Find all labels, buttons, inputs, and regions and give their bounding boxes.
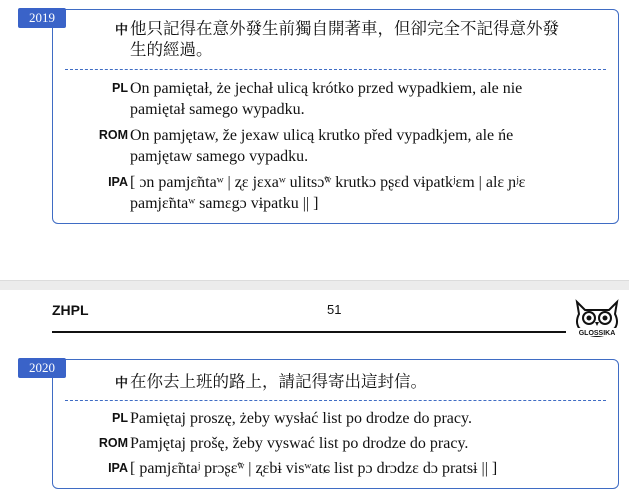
page-number: 51: [327, 302, 342, 317]
zh-label: 中: [114, 23, 128, 38]
zh-text: 在你去上班的路上，請記得寄出這封信。: [130, 372, 427, 391]
rom-label: ROM: [98, 128, 128, 142]
pl-label: PL: [112, 81, 128, 95]
zh-text-line2: 生的經過。: [130, 40, 213, 59]
book-code: ZHPL: [52, 302, 89, 318]
entry-number-badge: 2020: [18, 358, 66, 378]
rom-text: Pamjętaj prošę, žeby vyswać list po drodze do pracy.: [130, 435, 469, 452]
ipa-label: IPA: [108, 461, 128, 475]
logo-text: GLOSSIKA: [578, 330, 616, 337]
sentence-card-2019: [52, 9, 619, 224]
page-separator: [0, 280, 629, 290]
pl-text-line1: On pamiętał, że jechał ulicą krótko przed wypadkiem, ale nie: [130, 80, 523, 97]
dashed-divider: [65, 400, 606, 401]
ipa-label: IPA: [108, 175, 128, 189]
pl-text-line2: pamiętał samego wypadku.: [130, 101, 305, 118]
zh-label: 中: [114, 376, 128, 391]
sentence-card-2020: [52, 359, 619, 489]
rom-text-line2: pamjętaw samego vypadku.: [130, 148, 309, 165]
ipa-text-line1: [ ɔn pamjɛ̃ntaʷ | ʐɛ jɛxaʷ ulitsɔ̃ʷ krutkɔ pʂɛd vɨpatkʲɛm | alɛ ɲʲɛ: [130, 174, 526, 191]
page-gap: [0, 250, 629, 281]
ipa-text-line2: pamjɛ̃ntaʷ samɛgɔ vɨpatku || ]: [130, 195, 319, 212]
header-rule: [52, 331, 566, 333]
zh-text-line1: 他只記得在意外發生前獨自開著車，但卻完全不記得意外發: [130, 19, 559, 38]
ipa-text: [ pamjɛ̃ntaʲ prɔʂɛ̃ʷ | ʐɛbɨ visʷatɕ list pɔ drɔdzɛ dɔ pratsɨ || ]: [130, 460, 498, 477]
dashed-divider: [65, 69, 606, 70]
entry-number-badge: 2019: [18, 8, 66, 28]
rom-text-line1: On pamjętaw, že jexaw ulicą krutko před vypadkjem, ale ńe: [130, 127, 514, 144]
pl-text: Pamiętaj proszę, żeby wysłać list po drodze do pracy.: [130, 410, 472, 427]
pl-label: PL: [112, 411, 128, 425]
rom-label: ROM: [98, 436, 128, 450]
owl-logo-icon: [571, 298, 623, 340]
